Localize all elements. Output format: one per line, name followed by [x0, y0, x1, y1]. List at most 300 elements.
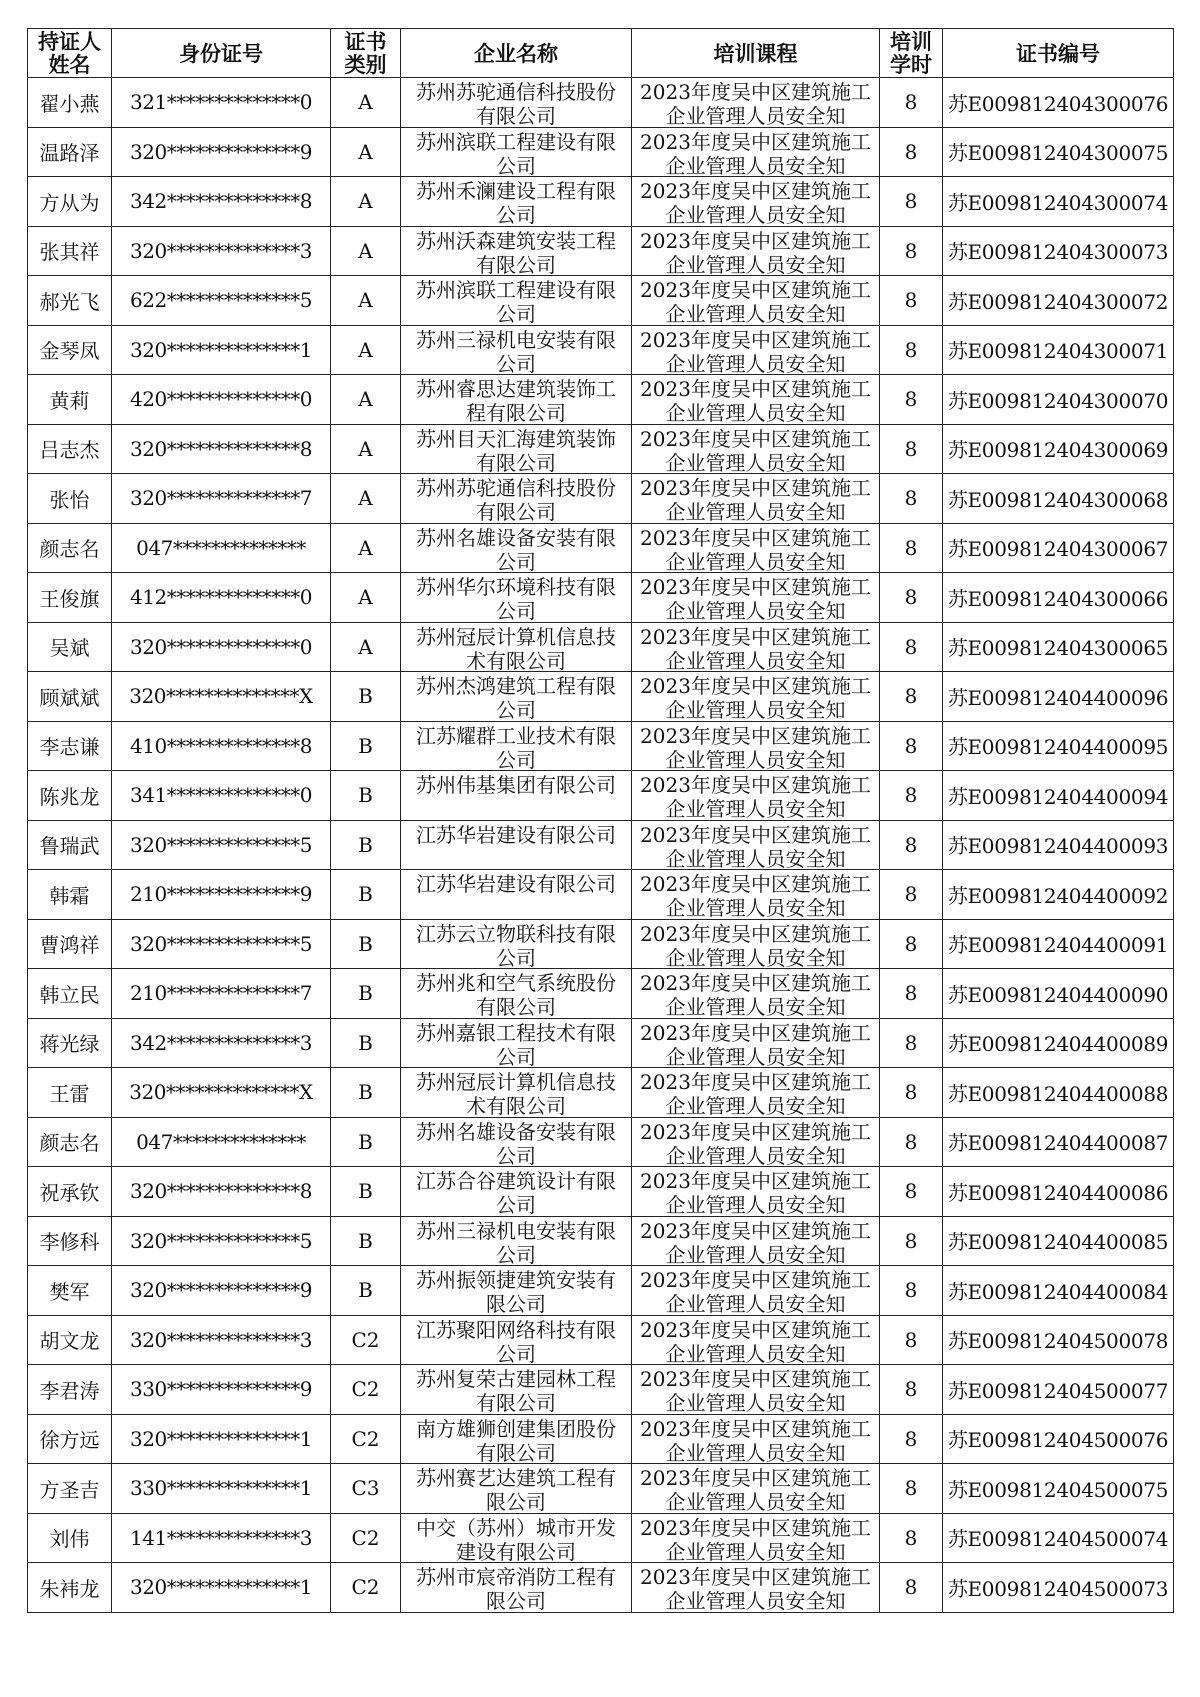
certificate-type-cell — [331, 1117, 401, 1167]
certificate-number-cell — [943, 1563, 1174, 1613]
training-hours-cell — [880, 276, 943, 326]
id-number-cell — [112, 721, 331, 771]
holder-name-cell — [28, 276, 112, 326]
certificate-type: B — [358, 1228, 373, 1253]
id-number-cell — [112, 1414, 331, 1464]
training-course: 2023年度吴中区建筑施工企业管理人员安全知 — [640, 327, 871, 374]
id-number: 320**************5 — [130, 931, 312, 956]
company-name: 江苏华岩建设有限公司 — [416, 822, 616, 847]
company-name: 苏州华尔环境科技有限公司 — [416, 575, 616, 622]
training-hours-cell — [880, 1068, 943, 1118]
id-number-cell — [112, 870, 331, 920]
id-number-cell — [112, 1117, 331, 1167]
company-name: 苏州杰鸿建筑工程有限公司 — [416, 674, 616, 721]
training-course: 2023年度吴中区建筑施工企业管理人员安全知 — [640, 872, 871, 919]
table-header — [28, 29, 1174, 78]
id-number: 320**************1 — [130, 337, 312, 362]
id-number-cell — [112, 919, 331, 969]
table-row — [28, 820, 1174, 870]
company-name: 江苏耀群工业技术有限公司 — [416, 723, 616, 770]
certificate-type: A — [358, 288, 373, 313]
holder-name: 王雷 — [49, 1081, 90, 1106]
certificate-type: B — [358, 1129, 373, 1154]
holder-name: 鲁瑞武 — [39, 834, 100, 859]
company-name: 苏州冠辰计算机信息技术有限公司 — [416, 624, 616, 671]
certificate-number-cell — [943, 1365, 1174, 1415]
certificate-number-cell — [943, 573, 1174, 623]
id-number-cell — [112, 1315, 331, 1365]
certificate-number: 苏E009812404400094 — [947, 784, 1169, 809]
id-number: 330**************9 — [130, 1377, 312, 1402]
holder-name: 徐方远 — [39, 1428, 100, 1453]
training-course-cell — [632, 177, 880, 227]
holder-name: 吕志杰 — [39, 438, 100, 463]
holder-name-cell — [28, 474, 112, 524]
training-course-cell — [632, 424, 880, 474]
certificate-type: C2 — [351, 1575, 380, 1600]
certificate-number-cell — [943, 78, 1174, 128]
certificate-type: B — [358, 1179, 373, 1204]
certificate-number: 苏E009812404300066 — [947, 586, 1169, 611]
training-course-cell — [632, 1513, 880, 1563]
certificate-number-cell — [943, 1216, 1174, 1266]
id-number: 320**************1 — [130, 1575, 312, 1600]
id-number: 320**************0 — [130, 634, 312, 659]
holder-name: 张其祥 — [39, 240, 100, 265]
id-number-cell — [112, 622, 331, 672]
training-hours: 8 — [904, 733, 918, 758]
training-hours: 8 — [904, 486, 918, 511]
table-row — [28, 573, 1174, 623]
certificate-number: 苏E009812404300065 — [947, 636, 1169, 661]
training-course: 2023年度吴中区建筑施工企业管理人员安全知 — [640, 525, 871, 572]
certificate-number: 苏E009812404400096 — [947, 685, 1169, 710]
table-row — [28, 127, 1174, 177]
certificate-number-cell — [943, 820, 1174, 870]
table-row — [28, 375, 1174, 425]
certificate-number-cell — [943, 870, 1174, 920]
holder-name: 吴斌 — [49, 636, 90, 661]
certificate-number-cell — [943, 127, 1174, 177]
id-number-cell — [112, 820, 331, 870]
training-hours: 8 — [904, 585, 918, 610]
training-course: 2023年度吴中区建筑施工企业管理人员安全知 — [640, 228, 871, 275]
certificate-number: 苏E009812404300075 — [947, 141, 1169, 166]
id-number-cell — [112, 325, 331, 375]
training-hours-cell — [880, 573, 943, 623]
training-course-cell — [632, 276, 880, 326]
holder-name-cell — [28, 375, 112, 425]
holder-name: 祝承钦 — [39, 1180, 100, 1205]
table-row — [28, 1464, 1174, 1514]
company-name-cell — [401, 1068, 632, 1118]
certificate-type: C2 — [351, 1377, 380, 1402]
training-course: 2023年度吴中区建筑施工企业管理人员安全知 — [640, 278, 871, 325]
company-name-cell — [401, 573, 632, 623]
training-course-cell — [632, 1018, 880, 1068]
header-holder-name: 持证人姓名 — [28, 29, 112, 78]
training-hours-cell — [880, 1464, 943, 1514]
holder-name: 温路泽 — [39, 141, 100, 166]
holder-name: 樊军 — [49, 1279, 90, 1304]
certificate-type-cell — [331, 1167, 401, 1217]
company-name: 苏州三禄机电安装有限公司 — [416, 1218, 616, 1265]
certificate-number-cell — [943, 1068, 1174, 1118]
certificate-type: A — [358, 436, 373, 461]
id-number: 320**************1 — [130, 1426, 312, 1451]
certificate-type-cell — [331, 1266, 401, 1316]
holder-name: 金琴凤 — [39, 339, 100, 364]
table-row — [28, 78, 1174, 128]
id-number: 342**************3 — [130, 1030, 312, 1055]
training-course: 2023年度吴中区建筑施工企业管理人员安全知 — [640, 1169, 871, 1216]
training-hours: 8 — [904, 1278, 918, 1303]
training-course: 2023年度吴中区建筑施工企业管理人员安全知 — [640, 179, 871, 226]
table-row — [28, 1315, 1174, 1365]
training-hours-cell — [880, 919, 943, 969]
company-name-cell — [401, 1414, 632, 1464]
id-number: 320**************3 — [130, 238, 312, 263]
company-name-cell — [401, 1018, 632, 1068]
training-course-cell — [632, 622, 880, 672]
id-number: 320**************7 — [130, 486, 312, 511]
certificate-number: 苏E009812404300071 — [947, 339, 1169, 364]
holder-name-cell — [28, 919, 112, 969]
holder-name: 曹鸿祥 — [39, 933, 100, 958]
holder-name-cell — [28, 672, 112, 722]
training-hours-cell — [880, 870, 943, 920]
company-name: 苏州赛艺达建筑工程有限公司 — [416, 1466, 616, 1513]
table-row — [28, 523, 1174, 573]
certificate-type-cell — [331, 474, 401, 524]
certificate-type-cell — [331, 226, 401, 276]
training-hours-cell — [880, 721, 943, 771]
id-number-cell — [112, 127, 331, 177]
training-hours: 8 — [904, 238, 918, 263]
training-course-cell — [632, 721, 880, 771]
certificate-number: 苏E009812404400091 — [947, 933, 1169, 958]
certificate-type-cell — [331, 78, 401, 128]
company-name: 苏州沃森建筑安装工程有限公司 — [416, 228, 616, 275]
certificate-number-cell — [943, 1464, 1174, 1514]
training-hours-cell — [880, 78, 943, 128]
id-number-cell — [112, 771, 331, 821]
holder-name-cell — [28, 1216, 112, 1266]
certificate-number: 苏E009812404400090 — [947, 982, 1169, 1007]
training-hours: 8 — [904, 1476, 918, 1501]
training-hours: 8 — [904, 1179, 918, 1204]
holder-name-cell — [28, 771, 112, 821]
id-number: 210**************9 — [130, 882, 312, 907]
id-number-cell — [112, 573, 331, 623]
holder-name-cell — [28, 820, 112, 870]
holder-name: 陈兆龙 — [39, 784, 100, 809]
holder-name-cell — [28, 1068, 112, 1118]
company-name: 苏州睿思达建筑装饰工程有限公司 — [416, 377, 616, 424]
holder-name: 李君涛 — [39, 1378, 100, 1403]
company-name-cell — [401, 1464, 632, 1514]
holder-name: 胡文龙 — [39, 1329, 100, 1354]
certificate-type-cell — [331, 1216, 401, 1266]
id-number-cell — [112, 1513, 331, 1563]
training-hours: 8 — [904, 189, 918, 214]
certificate-type: B — [358, 832, 373, 857]
certificate-type: A — [358, 337, 373, 362]
training-hours: 8 — [904, 387, 918, 412]
training-course: 2023年度吴中区建筑施工企业管理人员安全知 — [640, 1218, 871, 1265]
training-hours: 8 — [904, 684, 918, 709]
header-certificate-number: 证书编号 — [943, 29, 1174, 78]
holder-name-cell — [28, 622, 112, 672]
holder-name-cell — [28, 969, 112, 1019]
training-hours: 8 — [904, 139, 918, 164]
certificate-number-cell — [943, 771, 1174, 821]
table-row — [28, 1414, 1174, 1464]
holder-name: 黄莉 — [49, 388, 90, 413]
certificate-type: A — [358, 535, 373, 560]
id-number-cell — [112, 226, 331, 276]
certificate-number: 苏E009812404400095 — [947, 735, 1169, 760]
training-hours-cell — [880, 1266, 943, 1316]
training-hours-cell — [880, 969, 943, 1019]
id-number-cell — [112, 1018, 331, 1068]
training-hours-cell — [880, 622, 943, 672]
training-course-cell — [632, 474, 880, 524]
certificate-type-cell — [331, 1365, 401, 1415]
holder-name-cell — [28, 573, 112, 623]
certificate-number-cell — [943, 474, 1174, 524]
table-row — [28, 969, 1174, 1019]
company-name: 苏州三禄机电安装有限公司 — [416, 327, 616, 374]
holder-name-cell — [28, 721, 112, 771]
certificate-number-cell — [943, 177, 1174, 227]
id-number-cell — [112, 424, 331, 474]
holder-name: 方圣吉 — [39, 1477, 100, 1502]
company-name-cell — [401, 622, 632, 672]
company-name: 中交（苏州）城市开发建设有限公司 — [416, 1515, 616, 1562]
certificate-type: A — [358, 486, 373, 511]
holder-name: 颜志名 — [39, 537, 100, 562]
table-row — [28, 1018, 1174, 1068]
certificate-number: 苏E009812404400088 — [947, 1081, 1169, 1106]
certificate-number-cell — [943, 325, 1174, 375]
holder-name: 顾斌斌 — [39, 685, 100, 710]
training-course-cell — [632, 820, 880, 870]
training-hours: 8 — [904, 1030, 918, 1055]
company-name-cell — [401, 177, 632, 227]
certificate-number: 苏E009812404400093 — [947, 834, 1169, 859]
id-number: 412**************0 — [130, 585, 312, 610]
training-course-cell — [632, 573, 880, 623]
training-course-cell — [632, 771, 880, 821]
id-number: 320**************9 — [130, 1278, 312, 1303]
table-row — [28, 672, 1174, 722]
training-course: 2023年度吴中区建筑施工企业管理人员安全知 — [640, 921, 871, 968]
training-hours: 8 — [904, 337, 918, 362]
training-course: 2023年度吴中区建筑施工企业管理人员安全知 — [640, 1515, 871, 1562]
holder-name: 方从为 — [39, 190, 100, 215]
certificate-number: 苏E009812404300070 — [947, 388, 1169, 413]
id-number: 047************** — [136, 535, 306, 560]
certificate-type-cell — [331, 276, 401, 326]
table-row — [28, 1365, 1174, 1415]
training-hours: 8 — [904, 1228, 918, 1253]
certificate-number: 苏E009812404400092 — [947, 883, 1169, 908]
certificate-type: B — [358, 1080, 373, 1105]
training-course-cell — [632, 375, 880, 425]
table-row — [28, 1266, 1174, 1316]
certificate-table — [27, 28, 1174, 1613]
id-number-cell — [112, 276, 331, 326]
id-number-cell — [112, 177, 331, 227]
certificate-number: 苏E009812404400087 — [947, 1131, 1169, 1156]
training-hours-cell — [880, 1117, 943, 1167]
training-course: 2023年度吴中区建筑施工企业管理人员安全知 — [640, 1565, 871, 1612]
company-name-cell — [401, 1167, 632, 1217]
training-course: 2023年度吴中区建筑施工企业管理人员安全知 — [640, 80, 871, 127]
certificate-type-cell — [331, 375, 401, 425]
certificate-number-cell — [943, 276, 1174, 326]
training-course-cell — [632, 1216, 880, 1266]
training-course: 2023年度吴中区建筑施工企业管理人员安全知 — [640, 674, 871, 721]
training-course: 2023年度吴中区建筑施工企业管理人员安全知 — [640, 377, 871, 424]
certificate-number: 苏E009812404300076 — [947, 91, 1169, 116]
training-course: 2023年度吴中区建筑施工企业管理人员安全知 — [640, 1317, 871, 1364]
id-number-cell — [112, 78, 331, 128]
certificate-type-cell — [331, 1414, 401, 1464]
id-number-cell — [112, 375, 331, 425]
training-hours-cell — [880, 1414, 943, 1464]
training-course: 2023年度吴中区建筑施工企业管理人员安全知 — [640, 129, 871, 176]
company-name-cell — [401, 1315, 632, 1365]
training-hours: 8 — [904, 1129, 918, 1154]
training-course: 2023年度吴中区建筑施工企业管理人员安全知 — [640, 1367, 871, 1414]
training-course-cell — [632, 969, 880, 1019]
certificate-number-cell — [943, 622, 1174, 672]
training-hours-cell — [880, 820, 943, 870]
company-name-cell — [401, 820, 632, 870]
company-name-cell — [401, 919, 632, 969]
holder-name: 李志谦 — [39, 735, 100, 760]
table-row — [28, 1167, 1174, 1217]
company-name: 江苏华岩建设有限公司 — [416, 872, 616, 897]
certificate-number: 苏E009812404300067 — [947, 537, 1169, 562]
certificate-type: B — [358, 684, 373, 709]
training-hours-cell — [880, 226, 943, 276]
training-hours-cell — [880, 1216, 943, 1266]
certificate-type-cell — [331, 1018, 401, 1068]
table-row — [28, 1068, 1174, 1118]
holder-name-cell — [28, 1167, 112, 1217]
certificate-number-cell — [943, 919, 1174, 969]
holder-name: 韩立民 — [39, 982, 100, 1007]
certificate-number: 苏E009812404400086 — [947, 1180, 1169, 1205]
id-number: 047************** — [136, 1129, 306, 1154]
training-hours-cell — [880, 325, 943, 375]
certificate-type: A — [358, 139, 373, 164]
company-name-cell — [401, 870, 632, 920]
id-number-cell — [112, 1068, 331, 1118]
training-course-cell — [632, 1414, 880, 1464]
company-name-cell — [401, 1563, 632, 1613]
certificate-number: 苏E009812404500078 — [947, 1329, 1169, 1354]
certificate-type-cell — [331, 1315, 401, 1365]
header-row — [28, 29, 1174, 78]
training-course-cell — [632, 870, 880, 920]
id-number-cell — [112, 1563, 331, 1613]
training-course: 2023年度吴中区建筑施工企业管理人员安全知 — [640, 624, 871, 671]
holder-name-cell — [28, 127, 112, 177]
table-row — [28, 474, 1174, 524]
certificate-type-cell — [331, 177, 401, 227]
id-number: 320**************8 — [130, 1179, 312, 1204]
id-number: 320**************5 — [130, 832, 312, 857]
training-course: 2023年度吴中区建筑施工企业管理人员安全知 — [640, 1070, 871, 1117]
certificate-type-cell — [331, 424, 401, 474]
certificate-number-cell — [943, 1414, 1174, 1464]
training-course-cell — [632, 919, 880, 969]
certificate-type: C2 — [351, 1426, 380, 1451]
certificate-number-cell — [943, 1167, 1174, 1217]
table-row — [28, 325, 1174, 375]
holder-name: 张怡 — [49, 487, 90, 512]
company-name-cell — [401, 721, 632, 771]
certificate-number: 苏E009812404300073 — [947, 240, 1169, 265]
training-hours-cell — [880, 1018, 943, 1068]
id-number-cell — [112, 1266, 331, 1316]
id-number: 341**************0 — [130, 783, 312, 808]
training-hours-cell — [880, 127, 943, 177]
company-name-cell — [401, 1266, 632, 1316]
id-number: 320**************3 — [130, 1327, 312, 1352]
holder-name-cell — [28, 424, 112, 474]
table-row — [28, 870, 1174, 920]
certificate-number: 苏E009812404300072 — [947, 289, 1169, 314]
certificate-number: 苏E009812404300074 — [947, 190, 1169, 215]
certificate-number: 苏E009812404300069 — [947, 438, 1169, 463]
holder-name: 王俊旗 — [39, 586, 100, 611]
company-name-cell — [401, 226, 632, 276]
company-name: 苏州伟基集团有限公司 — [416, 773, 616, 798]
id-number: 622**************5 — [130, 288, 312, 313]
training-hours: 8 — [904, 634, 918, 659]
table-row — [28, 226, 1174, 276]
certificate-type: A — [358, 90, 373, 115]
certificate-type: A — [358, 387, 373, 412]
company-name-cell — [401, 1216, 632, 1266]
training-course-cell — [632, 226, 880, 276]
certificate-type-cell — [331, 523, 401, 573]
header-certificate-type: 证书类别 — [331, 29, 401, 78]
table-row — [28, 622, 1174, 672]
holder-name-cell — [28, 325, 112, 375]
training-hours-cell — [880, 1315, 943, 1365]
holder-name: 韩霜 — [49, 883, 90, 908]
header-training-course: 培训课程 — [632, 29, 880, 78]
training-course: 2023年度吴中区建筑施工企业管理人员安全知 — [640, 1416, 871, 1463]
training-hours-cell — [880, 375, 943, 425]
id-number: 210**************7 — [130, 981, 312, 1006]
company-name: 苏州振领捷建筑安装有限公司 — [416, 1268, 616, 1315]
id-number-cell — [112, 523, 331, 573]
certificate-number: 苏E009812404500077 — [947, 1378, 1169, 1403]
training-course: 2023年度吴中区建筑施工企业管理人员安全知 — [640, 1119, 871, 1166]
id-number: 420**************0 — [130, 387, 312, 412]
certificate-type-cell — [331, 919, 401, 969]
company-name: 江苏云立物联科技有限公司 — [416, 921, 616, 968]
certificate-number: 苏E009812404500074 — [947, 1527, 1169, 1552]
certificate-type-cell — [331, 1513, 401, 1563]
